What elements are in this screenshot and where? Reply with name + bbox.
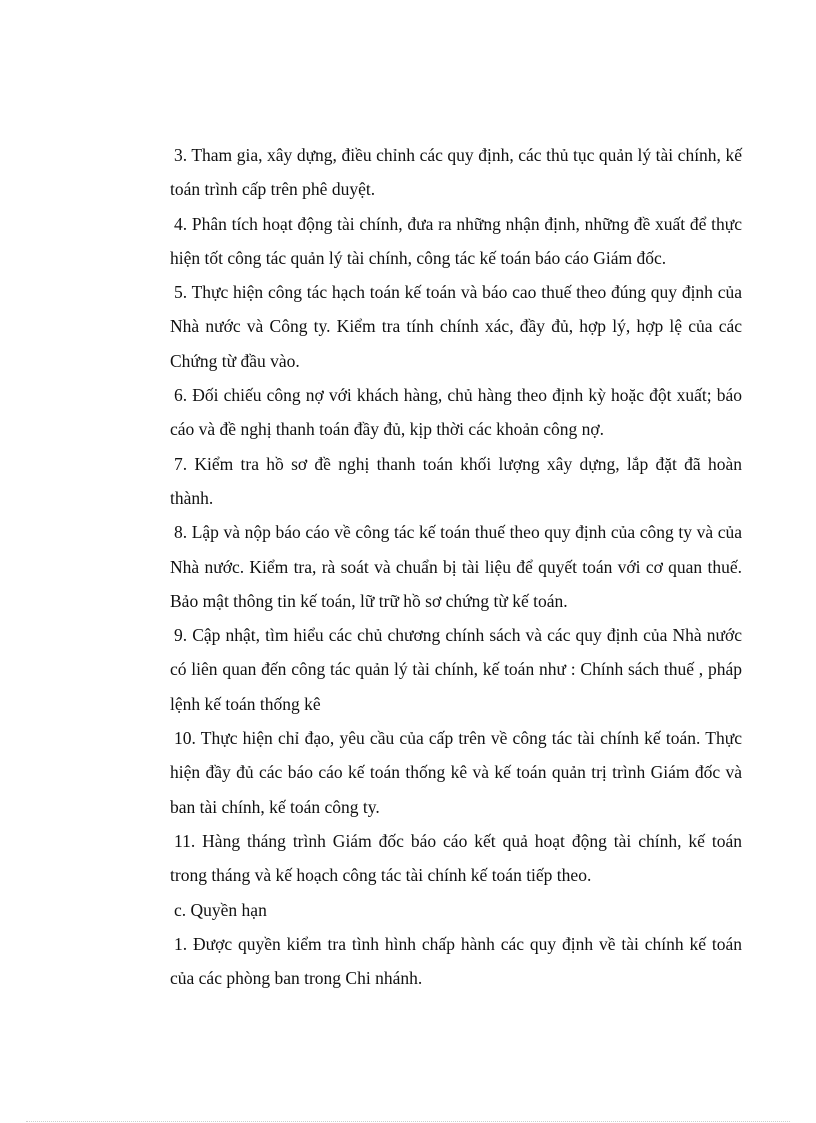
paragraph-item-3: 3. Tham gia, xây dựng, điều chỉnh các quy định, các thủ tục quản lý tài chính, kế toán trình cấp trên phê duyệt. — [170, 145, 742, 200]
paragraph-item-10: 10. Thực hiện chỉ đạo, yêu cầu của cấp trên về công tác tài chính kế toán. Thực hiện đầy đủ các báo cáo kế toán thống kê và kế toán quản trị trình Giám đốc và ban tài chính, kế toán công ty. — [170, 728, 742, 817]
paragraph-item-9: 9. Cập nhật, tìm hiểu các chủ chương chính sách và các quy định của Nhà nước có liên quan đến công tác quản lý tài chính, kế toán như : Chính sách thuế , pháp lệnh kế toán thống kê — [170, 625, 742, 714]
page-bottom-divider — [26, 1121, 790, 1122]
section-heading-quyen-han: c. Quyền hạn — [174, 899, 267, 920]
paragraph-item-5: 5. Thực hiện công tác hạch toán kế toán và báo cao thuế theo đúng quy định của Nhà nước và Công ty. Kiểm tra tính chính xác, đầy đủ, hợp lý, hợp lệ của các Chứng từ đầu vào. — [170, 282, 742, 371]
paragraph-item-7: 7. Kiểm tra hồ sơ đề nghị thanh toán khối lượng xây dựng, lắp đặt đã hoàn thành. — [170, 453, 742, 508]
paragraph-item-quyen-han-1: 1. Được quyền kiểm tra tình hình chấp hành các quy định về tài chính kế toán của các phòng ban trong Chi nhánh. — [170, 933, 742, 989]
paragraph-item-6: 6. Đối chiếu công nợ với khách hàng, chủ hàng theo định kỳ hoặc đột xuất; báo cáo và đề nghị thanh toán đầy đủ, kịp thời các khoản công nợ. — [170, 385, 742, 440]
paragraph-item-8: 8. Lập và nộp báo cáo về công tác kế toán thuế theo quy định của công ty và của Nhà nước. Kiểm tra, rà soát và chuẩn bị tài liệu để quyết toán với cơ quan thuế. Bảo mật thông tin kế toán, lữ trữ hồ sơ chứng từ kế toán. — [170, 522, 742, 611]
document-body — [170, 138, 742, 995]
paragraph-item-11: 11. Hàng tháng trình Giám đốc báo cáo kết quả hoạt động tài chính, kế toán trong tháng và kế hoạch công tác tài chính kế toán tiếp theo. — [170, 830, 742, 886]
paragraph-item-4: 4. Phân tích hoạt động tài chính, đưa ra những nhận định, những đề xuất để thực hiện tốt công tác quản lý tài chính, công tác kế toán báo cáo Giám đốc. — [170, 213, 742, 268]
